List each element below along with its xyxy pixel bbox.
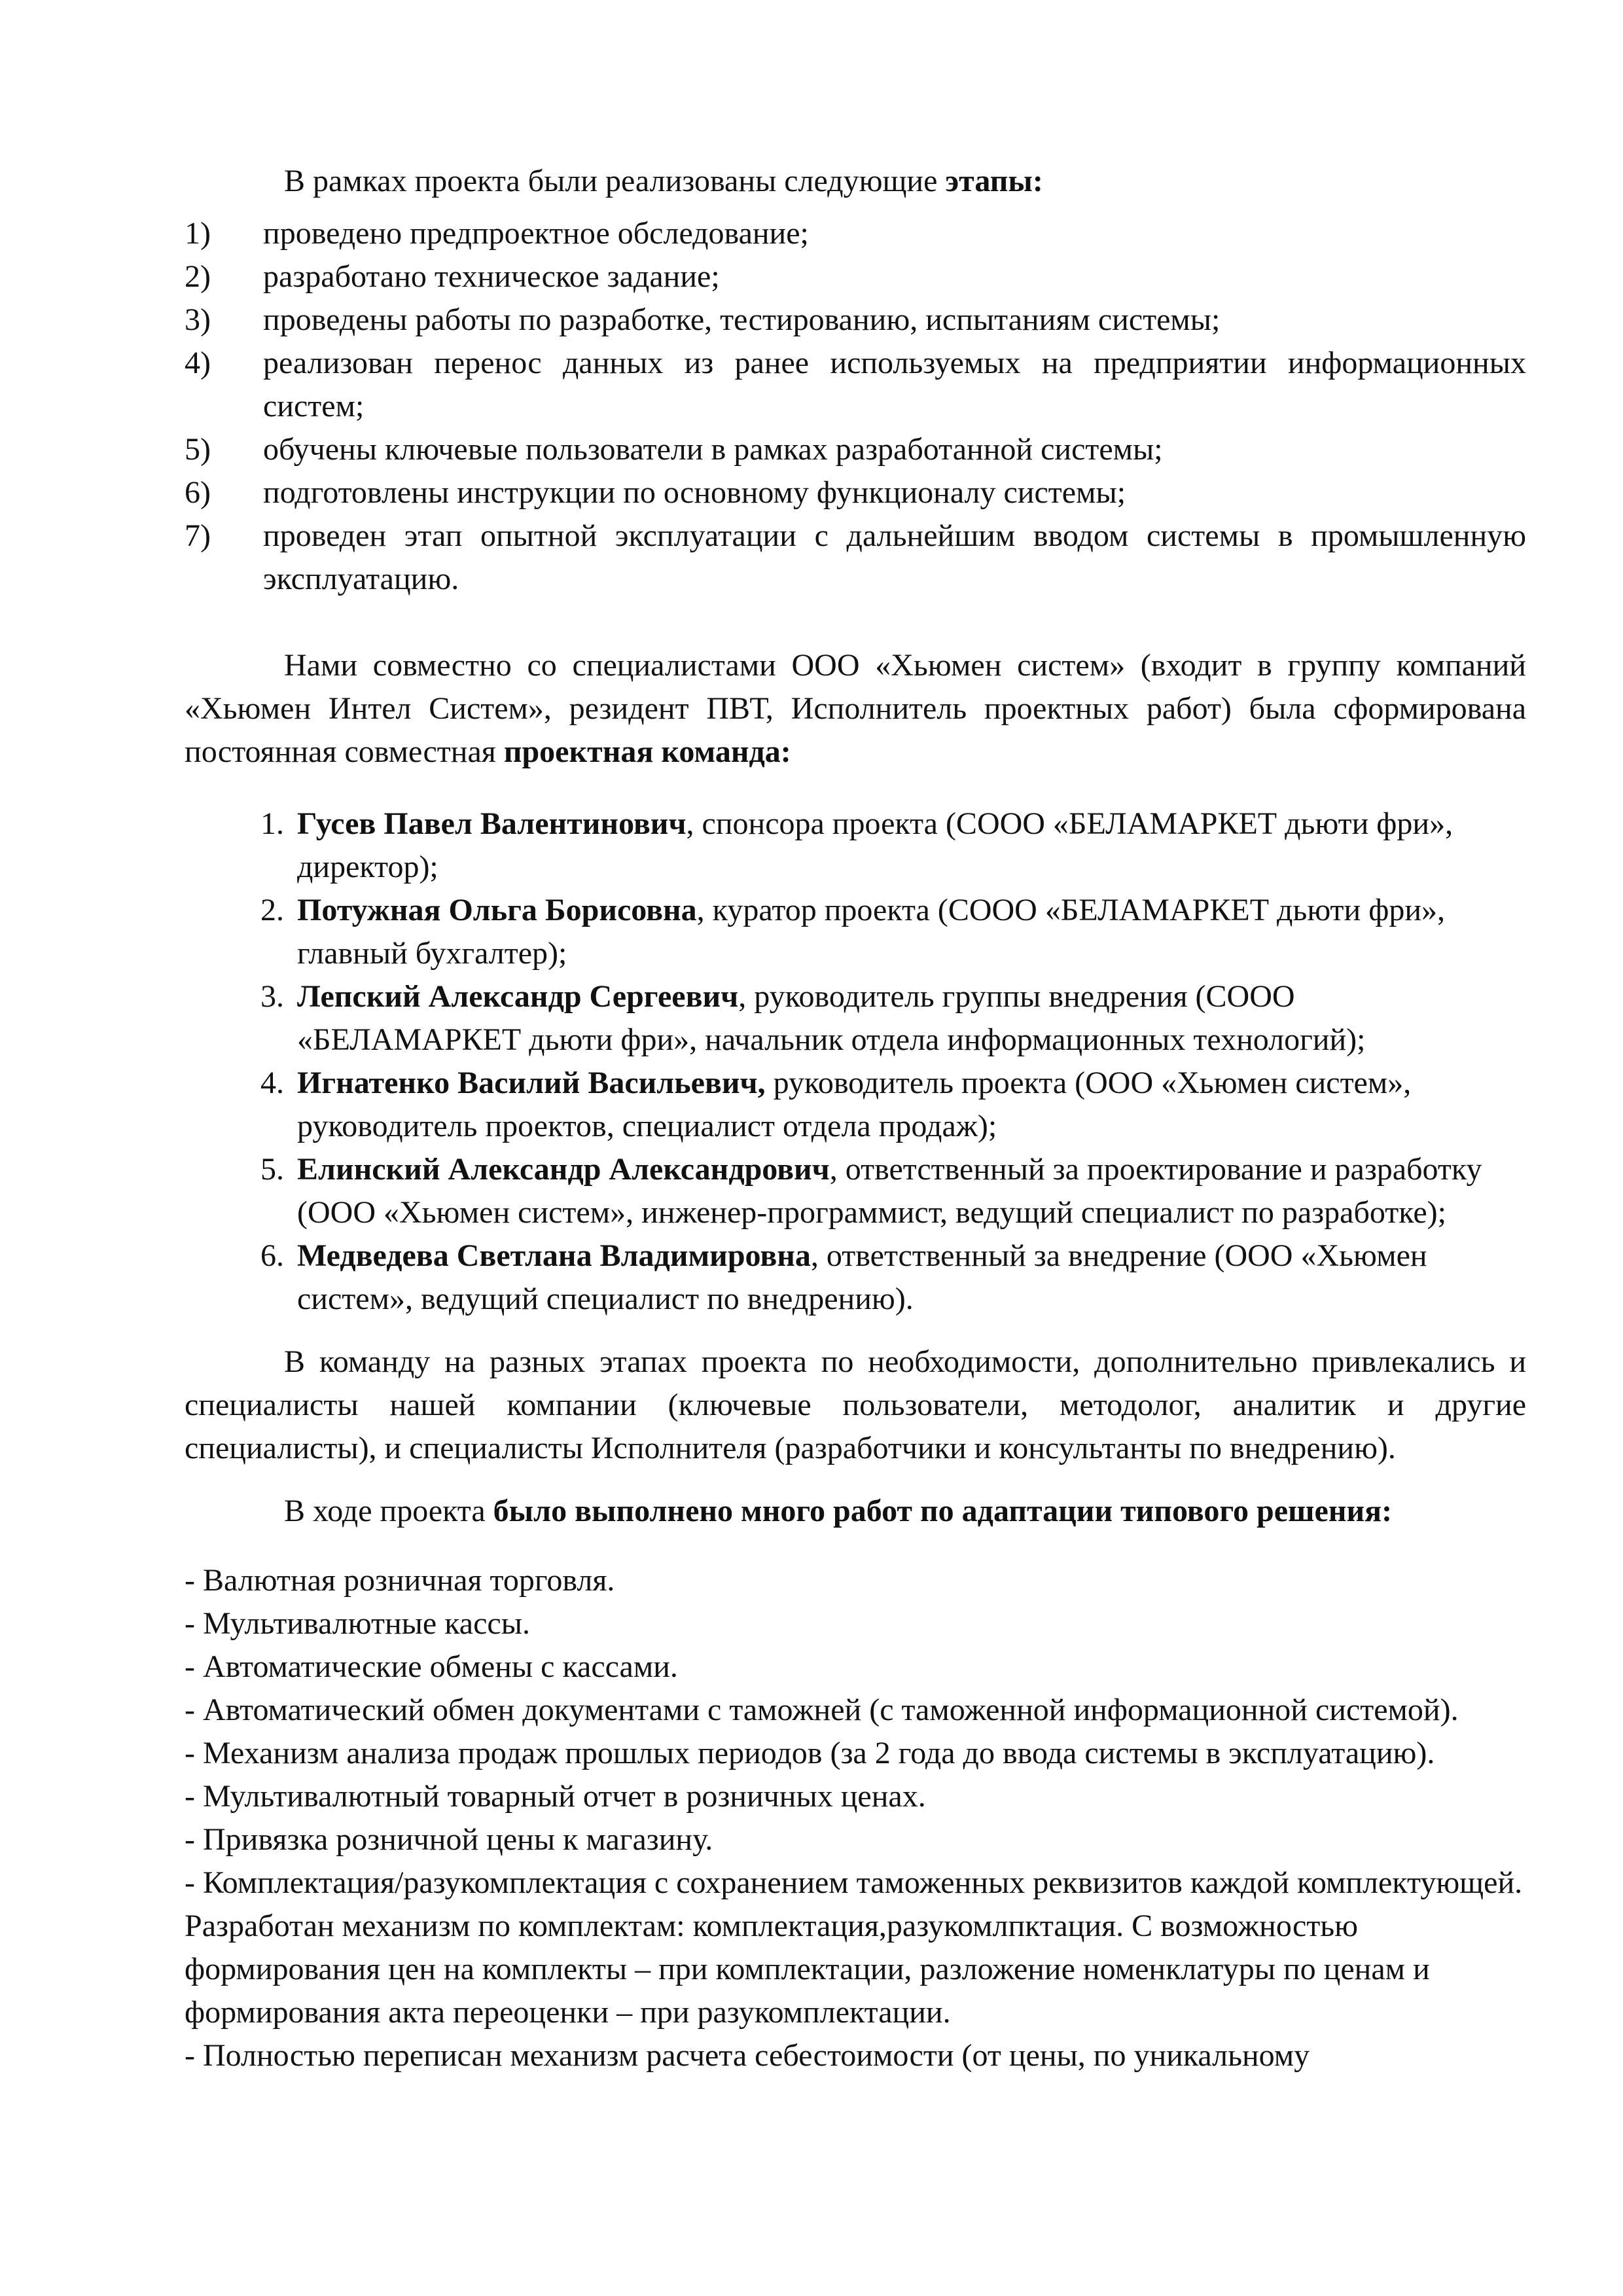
member-role: , ответственный за проектирование и разработку (ООО «Хьюмен систем», инженер-программист, ведущий специалист по разработке);: [297, 1152, 1482, 1230]
team-member: 3. Лепский Александр Сергеевич, руководитель группы внедрения (СООО «БЕЛАМАРКЕТ дьюти фри», начальник отдела информационных технологий);: [260, 979, 1366, 1057]
member-name: Лепский Александр Сергеевич: [297, 979, 739, 1014]
team-intro-bold: проектная команда:: [503, 734, 791, 769]
team-intro: [185, 644, 1526, 774]
member-role: , руководитель группы внедрения (СООО «БЕЛАМАРКЕТ дьюти фри», начальник отдела информационных технологий);: [297, 979, 1366, 1057]
member-name: Игнатенко Василий Васильевич,: [297, 1066, 766, 1100]
works-list: [185, 1559, 1526, 2077]
stage-item: 2) разработано техническое задание;: [185, 259, 720, 294]
work-item: - Привязка розничной цены к магазину.: [185, 1822, 713, 1857]
works-intro-bold: было выполнено много работ по адаптации типового решения:: [493, 1494, 1393, 1528]
stages-list: [185, 212, 1526, 601]
work-item: - Мультивалютный товарный отчет в розничных ценах.: [185, 1779, 926, 1814]
stages-intro-bold: этапы:: [945, 164, 1043, 198]
work-item: - Механизм анализа продаж прошлых периодов (за 2 года до ввода системы в эксплуатацию).: [185, 1736, 1435, 1770]
stages-intro-text: В рамках проекта были реализованы следующие: [284, 164, 946, 198]
works-intro-text: В ходе проекта: [284, 1494, 493, 1528]
team-member: 2. Потужная Ольга Борисовна, куратор проекта (СООО «БЕЛАМАРКЕТ дьюти фри», главный бухгалтер);: [260, 893, 1445, 971]
team-extra: В команду на разных этапах проекта по необходимости, дополнительно привлекались и специалисты нашей компании (ключевые пользователи, методолог, аналитик и другие специалисты), и специалисты Исполнителя (разработчики и консультанты по внедрению).: [185, 1344, 1526, 1465]
member-name: Елинский Александр Александрович: [297, 1152, 830, 1187]
stage-item: 5) обучены ключевые пользователи в рамках разработанной системы;: [185, 432, 1163, 467]
document-body: [185, 160, 1526, 2077]
work-item: - Автоматические обмены с кассами.: [185, 1649, 678, 1684]
team-member: 6. Медведева Светлана Владимировна, ответственный за внедрение (ООО «Хьюмен систем», ведущий специалист по внедрению).: [260, 1238, 1427, 1316]
stage-item: 4) реализован перенос данных из ранее используемых на предприятии информационных систем;: [185, 346, 1526, 423]
work-item: - Полностью переписан механизм расчета себестоимости (от цены, по уникальному: [185, 2038, 1310, 2073]
member-role: , ответственный за внедрение (ООО «Хьюмен систем», ведущий специалист по внедрению).: [297, 1238, 1427, 1316]
member-name: Потужная Ольга Борисовна: [297, 893, 697, 927]
work-item: - Валютная розничная торговля.: [185, 1563, 615, 1598]
team-member: 1. Гусев Павел Валентинович, спонсора проекта (СООО «БЕЛАМАРКЕТ дьюти фри», директор);: [260, 806, 1454, 884]
stage-item: 3) проведены работы по разработке, тестированию, испытаниям системы;: [185, 302, 1221, 337]
team-member: 4. Игнатенко Василий Васильевич, руководитель проекта (ООО «Хьюмен систем», руководитель проектов, специалист отдела продаж);: [260, 1066, 1412, 1143]
stage-item: 1) проведено предпроектное обследование;: [185, 216, 809, 251]
work-item: - Комплектация/разукомплектация с сохранением таможенных реквизитов каждой комплектующей. Разработан механизм по комплектам: комплектация,разукомлпктация. С возможностью формирования цен на комплекты – при комплектации, разложение номенклатуры по ценам и формирования акта переоценки – при разукомплектации.: [185, 1865, 1523, 2030]
member-role: , спонсора проекта (СООО «БЕЛАМАРКЕТ дьюти фри», директор);: [297, 806, 1454, 884]
stage-item: 6) подготовлены инструкции по основному функционалу системы;: [185, 475, 1126, 510]
work-item: - Автоматический обмен документами с таможней (с таможенной информационной системой).: [185, 1693, 1459, 1727]
member-role: , куратор проекта (СООО «БЕЛАМАРКЕТ дьюти фри», главный бухгалтер);: [297, 893, 1445, 971]
work-item: - Мультивалютные кассы.: [185, 1606, 530, 1641]
works-intro: [185, 1490, 1526, 1533]
member-name: Гусев Павел Валентинович: [297, 806, 687, 841]
member-role: руководитель проекта (ООО «Хьюмен систем», руководитель проектов, специалист отдела продаж);: [297, 1066, 1412, 1143]
team-intro-text: Нами совместно со специалистами ООО «Хьюмен систем» (входит в группу компаний «Хьюмен Интел Систем», резидент ПВТ, Исполнитель проектных работ) была сформирована постоянная совместная: [185, 648, 1526, 769]
stage-item: 7) проведен этап опытной эксплуатации с дальнейшим вводом системы в промышленную эксплуатацию.: [185, 518, 1526, 596]
stages-intro: [185, 160, 1526, 203]
team-member: 5. Елинский Александр Александрович, ответственный за проектирование и разработку (ООО «Хьюмен систем», инженер-программист, ведущий специалист по разработке);: [260, 1152, 1482, 1230]
member-name: Медведева Светлана Владимировна: [297, 1238, 811, 1273]
team-list: [185, 802, 1526, 1321]
